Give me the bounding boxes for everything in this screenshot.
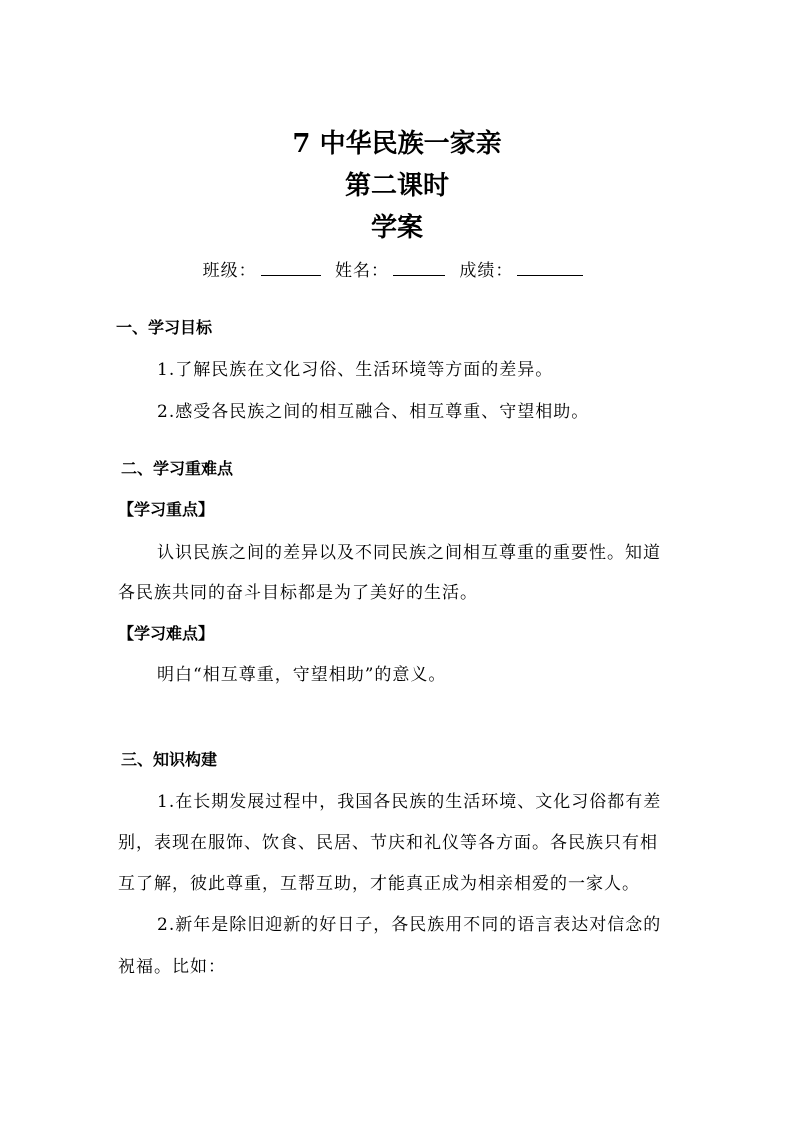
knowledge-paragraph: 别，表现在服饰、饮食、民居、节庆和礼仪等各方面。各民族只有相 [118,833,658,853]
section-heading-knowledge: 三、知识构建 [121,750,218,769]
knowledge-paragraph: 互了解，彼此尊重，互帮互助，才能真正成为相亲相爱的一家人。 [118,874,640,894]
document-type: 学案 [370,213,423,243]
knowledge-paragraph: 2.新年是除旧迎新的好日子，各民族用不同的语言表达对信念的 [157,915,662,935]
knowledge-paragraph: 1.在长期发展过程中，我国各民族的生活环境、文化习俗都有差 [157,792,662,812]
key-point-text: 各民族共同的奋斗目标都是为了美好的生活。 [118,583,478,603]
goal-item: 2.感受各民族之间的相互融合、相互尊重、守望相助。 [157,402,590,422]
score-blank[interactable] [517,257,583,276]
goal-item: 1.了解民族在文化习俗、生活环境等方面的差异。 [157,360,554,380]
name-label: 姓名： [335,261,389,281]
difficult-point-label: 【学习难点】 [118,624,215,643]
student-info-line [0,257,794,284]
knowledge-paragraph: 祝福。比如： [118,957,226,977]
score-label: 成绩： [459,261,514,281]
key-point-text: 认识民族之间的差异以及不同民族之间相互尊重的重要性。知道 [157,543,661,563]
class-blank[interactable] [261,257,321,276]
difficult-point-text: 明白“相互尊重，守望相助”的意义。 [157,665,447,685]
document-title: 7 中华民族一家亲 [292,129,502,159]
section-heading-goals: 一、学习目标 [116,318,213,337]
section-heading-key-points: 二、学习重难点 [121,459,234,478]
class-label: 班级： [202,261,257,281]
key-point-label: 【学习重点】 [118,500,215,519]
lesson-period: 第二课时 [344,171,449,201]
name-blank[interactable] [393,257,445,276]
